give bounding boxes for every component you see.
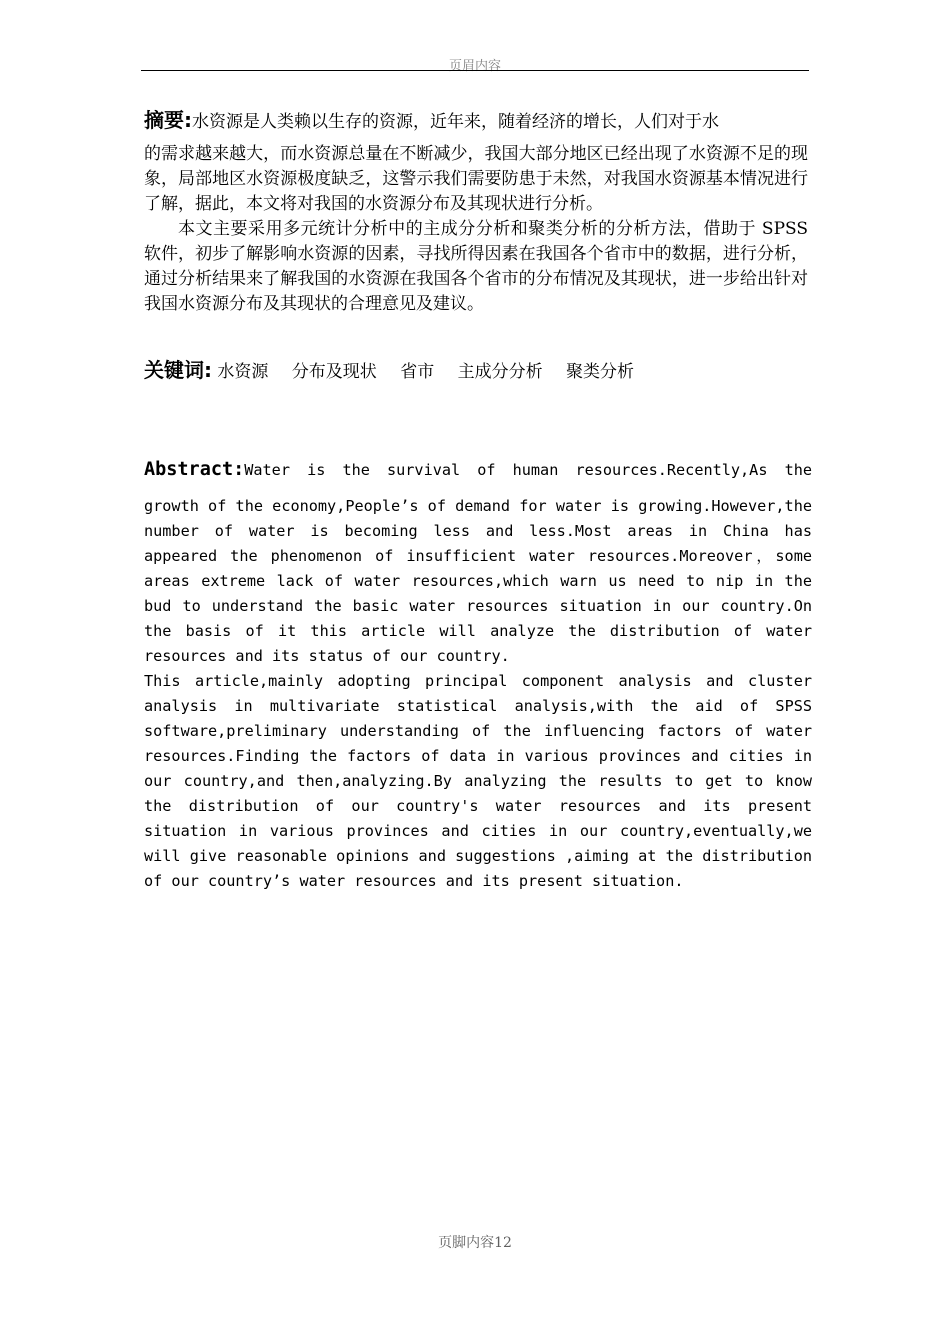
- english-abstract-body: [144, 494, 812, 894]
- page-footer: [0, 1232, 950, 1252]
- keyword-item: 分布及现状: [291, 362, 377, 382]
- keyword-item: 水资源: [217, 362, 269, 382]
- chinese-abstract: [144, 108, 808, 317]
- page-number: 12: [494, 1235, 512, 1251]
- english-abstract-paragraph-2: This article,mainly adopting principal component analysis and cluster analysis in multivariate statistical analysis,with the aid of SPSS software,preliminary understanding of the influencing factors of water resources.Finding the factors of data in various provinces and cities in our country,and then,analyzing.By analyzing the results to get to know the distribution of our country's water resources and its present situation in various provinces and cities in our country,eventually,we will give reasonable opinions and suggestions ,aiming at the distribution of our country’s water resources and its present situation.: [144, 672, 812, 890]
- footer-label: 页脚内容: [438, 1235, 495, 1251]
- chinese-abstract-paragraph-2: 本文主要采用多元统计分析中的主成分分析和聚类分析的分析方法，借助于 SPSS 软件，初步了解影响水资源的因素，寻找所得因素在我国各个省市中的数据，进行分析，通过分析结果来了解我国的水资源在我国各个省市的分布情况及其现状，进一步给出针对我国水资源分布及其现状的合理意见及建议。: [144, 219, 808, 314]
- english-abstract-first-line: [144, 457, 812, 483]
- header-divider: [141, 70, 809, 71]
- keyword-item: 主成分分析: [457, 362, 543, 382]
- page-header: 页眉内容: [448, 59, 501, 74]
- chinese-abstract-label: 摘要:: [144, 108, 192, 132]
- keyword-item: 省市: [400, 362, 435, 382]
- keywords-section: [144, 355, 808, 387]
- keyword-item: 聚类分析: [566, 362, 635, 382]
- english-abstract-first-line-text: Water is the survival of human resources.Recently,As the: [244, 461, 812, 479]
- chinese-abstract-paragraph-1: 的需求越来越大，而水资源总量在不断减少，我国大部分地区已经出现了水资源不足的现象，局部地区水资源极度缺乏，这警示我们需要防患于未然，对我国水资源基本情况进行了解，据此，本文将对我国的水资源分布及其现状进行分析。: [144, 144, 808, 214]
- english-abstract: [144, 457, 812, 894]
- chinese-abstract-first-line: [144, 108, 808, 135]
- keywords-label: 关键词:: [144, 358, 212, 382]
- english-abstract-paragraph-1: growth of the economy,People’s of demand for water is growing.However,the number of water is becoming less and less.Most areas in China has appeared the phenomenon of insufficient water resources.Moreover，some areas extreme lack of water resources,which warn us need to nip in the bud to understand the basic water resources situation in our country.On the basis of it this article will analyze the distribution of water resources and its status of our country.: [144, 497, 812, 665]
- english-abstract-label: Abstract:: [144, 459, 245, 480]
- chinese-abstract-first-line-text: 水资源是人类赖以生存的资源，近年来，随着经济的增长，人们对于水: [192, 112, 719, 132]
